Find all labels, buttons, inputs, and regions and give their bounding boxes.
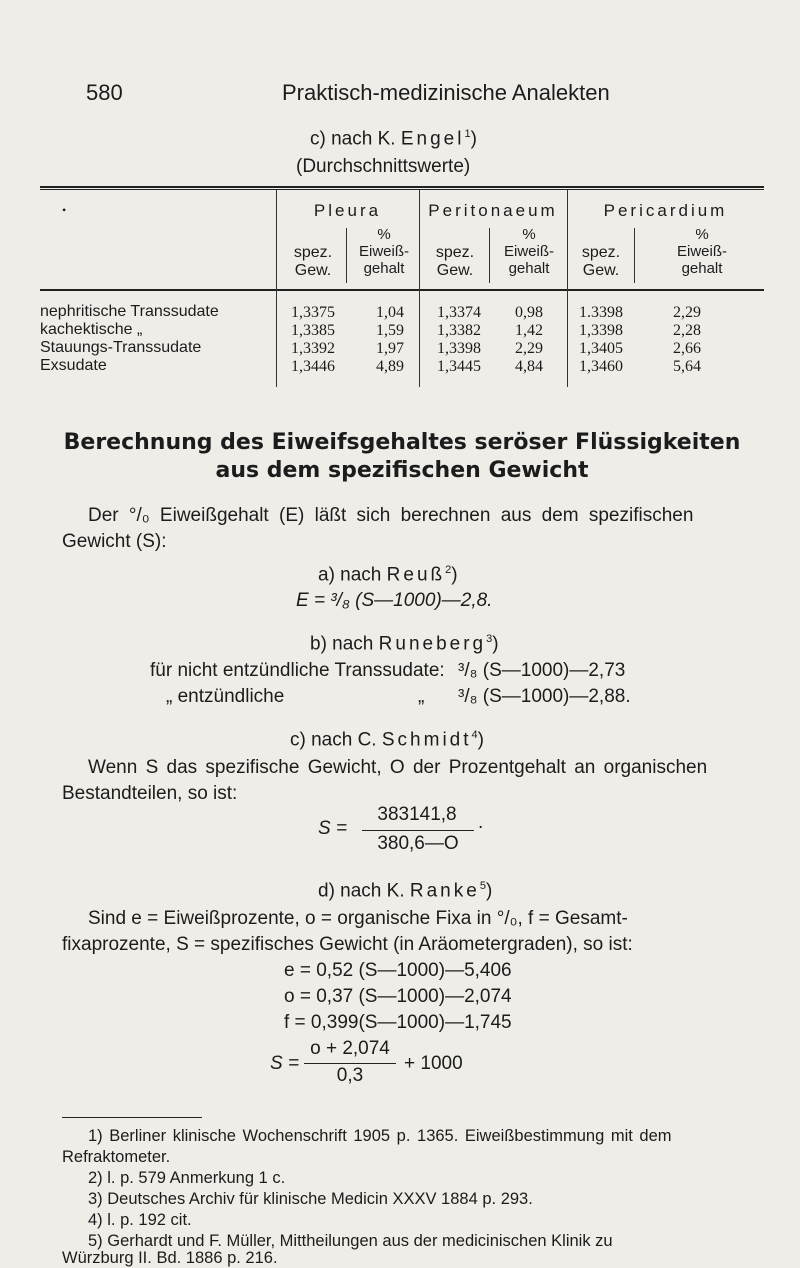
- running-title: Praktisch-medizinische Analekten: [282, 80, 610, 105]
- cell-value: 1.3398: [579, 304, 623, 321]
- row-label: Exsudate: [40, 357, 107, 374]
- section-b-line1-label: für nicht entzündliche Transsudate:: [150, 660, 445, 681]
- section-a-formula: E = ³/₈ (S—1000)—2,8.: [296, 590, 493, 611]
- footnote-5-cont: Würzburg II. Bd. 1886 p. 216.: [62, 1249, 278, 1267]
- row-label: kachektische „: [40, 321, 143, 338]
- cell-value: 1,3385: [291, 322, 335, 339]
- footnote-1: 1) Berliner klinische Wochenschrift 1905 p. 1365. Eiweißbestimmung mit dem: [88, 1127, 672, 1145]
- cell-value: 1,3374: [437, 304, 481, 321]
- section-c-heading: c) nach C. Schmidt$^4$): [290, 729, 484, 751]
- main-title-line1: Berechnung des Eiweifsgehaltes seröser Flüssigkeiten: [63, 430, 741, 455]
- footnote-5: 5) Gerhardt und F. Müller, Mittheilungen aus der medicinischen Klinik zu: [88, 1232, 613, 1250]
- section-d-s-denominator: 0,3: [336, 1065, 364, 1086]
- table-subtitle: (Durchschnittswerte): [296, 156, 471, 177]
- section-d-s-numerator: o + 2,074: [310, 1038, 390, 1059]
- cell-value: 4,84: [515, 358, 543, 375]
- footnote-4: 4) l. p. 192 cit.: [88, 1211, 192, 1229]
- cell-value: 2,28: [673, 322, 701, 339]
- cell-value: 1,3398: [437, 340, 481, 357]
- cell-value: 1,42: [515, 322, 543, 339]
- section-b-heading: b) nach Runeberg$^3$): [310, 633, 499, 655]
- intro-line1: Der °/₀ Eiweißgehalt (E) läßt sich berechnen aus dem spezifischen: [88, 505, 694, 526]
- section-d-text2: fixaprozente, S = spezifisches Gewicht (in Aräometergraden), so ist:: [62, 934, 633, 955]
- section-c-text2: Bestandteilen, so ist:: [62, 783, 238, 804]
- section-d-heading: d) nach K. Ranke$^5$): [318, 880, 493, 902]
- group-pleura: Pleura: [313, 201, 382, 220]
- cell-value: 2,29: [673, 304, 701, 321]
- engel-heading: c) nach K. Engel$^1$): [310, 128, 477, 150]
- cell-value: 1,04: [376, 304, 404, 321]
- section-c-denominator: 380,6—O: [377, 833, 459, 854]
- cell-value: 5,64: [673, 358, 701, 375]
- cell-value: 1,3382: [437, 322, 481, 339]
- section-d-text1: Sind e = Eiweißprozente, o = organische Fixa in °/₀, f = Gesamt-: [88, 908, 628, 929]
- cell-value: 1,3445: [437, 358, 481, 375]
- section-d-fraction-bar: [304, 1063, 396, 1064]
- table-top-rule-2: [40, 189, 764, 190]
- footnote-1-cont: Refraktometer.: [62, 1148, 171, 1166]
- cell-value: 1,3392: [291, 340, 335, 357]
- section-d-s-tail: + 1000: [404, 1053, 463, 1074]
- cell-value: 1,3460: [579, 358, 623, 375]
- cell-value: 1,3446: [291, 358, 335, 375]
- col-spez-3: spez. Gew.: [581, 244, 621, 279]
- section-d-eq-e: e = 0,52 (S—1000)—5,406: [284, 960, 512, 981]
- section-b-line2-label: „ entzündliche: [166, 686, 285, 707]
- cell-value: 0,98: [515, 304, 543, 321]
- row-label: Stauungs-Transsudate: [40, 339, 202, 356]
- row-label: nephritische Transsudate: [40, 303, 219, 320]
- section-b-line2-ditto: „: [418, 686, 425, 707]
- footnote-2: 2) l. p. 579 Anmerkung 1 c.: [88, 1169, 286, 1187]
- section-c-lhs: S =: [318, 818, 348, 839]
- intro-line2: Gewicht (S):: [62, 531, 167, 552]
- cell-value: 1,3375: [291, 304, 335, 321]
- group-pericardium: Pericardium: [603, 201, 728, 220]
- footnote-3: 3) Deutsches Archiv für klinische Medicin XXXV 1884 p. 293.: [88, 1190, 533, 1208]
- section-c-text1: Wenn S das spezifische Gewicht, O der Prozentgehalt an organischen: [88, 757, 708, 778]
- cell-value: 1,3405: [579, 340, 623, 357]
- col-spez-2: spez. Gew.: [435, 244, 475, 279]
- table-header-rule: [40, 289, 764, 291]
- footnote-rule: [62, 1117, 202, 1118]
- cell-value: 2,29: [515, 340, 543, 357]
- group-peritonaeum: Peritonaeum: [428, 201, 558, 220]
- cell-value: 2,66: [673, 340, 701, 357]
- section-a-heading: a) nach Reuß$^2$): [318, 564, 458, 586]
- section-d-eq-o: o = 0,37 (S—1000)—2,074: [284, 986, 512, 1007]
- section-c-numerator: 383141,8: [377, 804, 457, 825]
- main-title-line2: aus dem spezifischen Gewicht: [215, 458, 589, 483]
- col-spez-1: spez. Gew.: [293, 244, 333, 279]
- col-eiweiss-3: % Eiweiß- gehalt: [676, 226, 727, 277]
- section-d-s-lhs: S =: [270, 1053, 300, 1074]
- col-eiweiss-1: % Eiweiß- gehalt: [358, 226, 409, 277]
- cell-value: 4,89: [376, 358, 404, 375]
- cell-value: 1,97: [376, 340, 404, 357]
- table-top-rule: [40, 186, 764, 188]
- table-marker: •: [62, 203, 67, 217]
- section-d-eq-f: f = 0,399(S—1000)—1,745: [284, 1012, 512, 1033]
- section-c-trail: .: [478, 812, 484, 833]
- section-b-line1-formula: ³/₈ (S—1000)—2,73: [458, 660, 626, 681]
- cell-value: 1,3398: [579, 322, 623, 339]
- col-eiweiss-2: % Eiweiß- gehalt: [503, 226, 554, 277]
- page-number: 580: [86, 80, 123, 105]
- section-b-line2-formula: ³/₈ (S—1000)—2,88.: [458, 686, 631, 707]
- cell-value: 1,59: [376, 322, 404, 339]
- section-c-fraction-bar: [362, 830, 474, 831]
